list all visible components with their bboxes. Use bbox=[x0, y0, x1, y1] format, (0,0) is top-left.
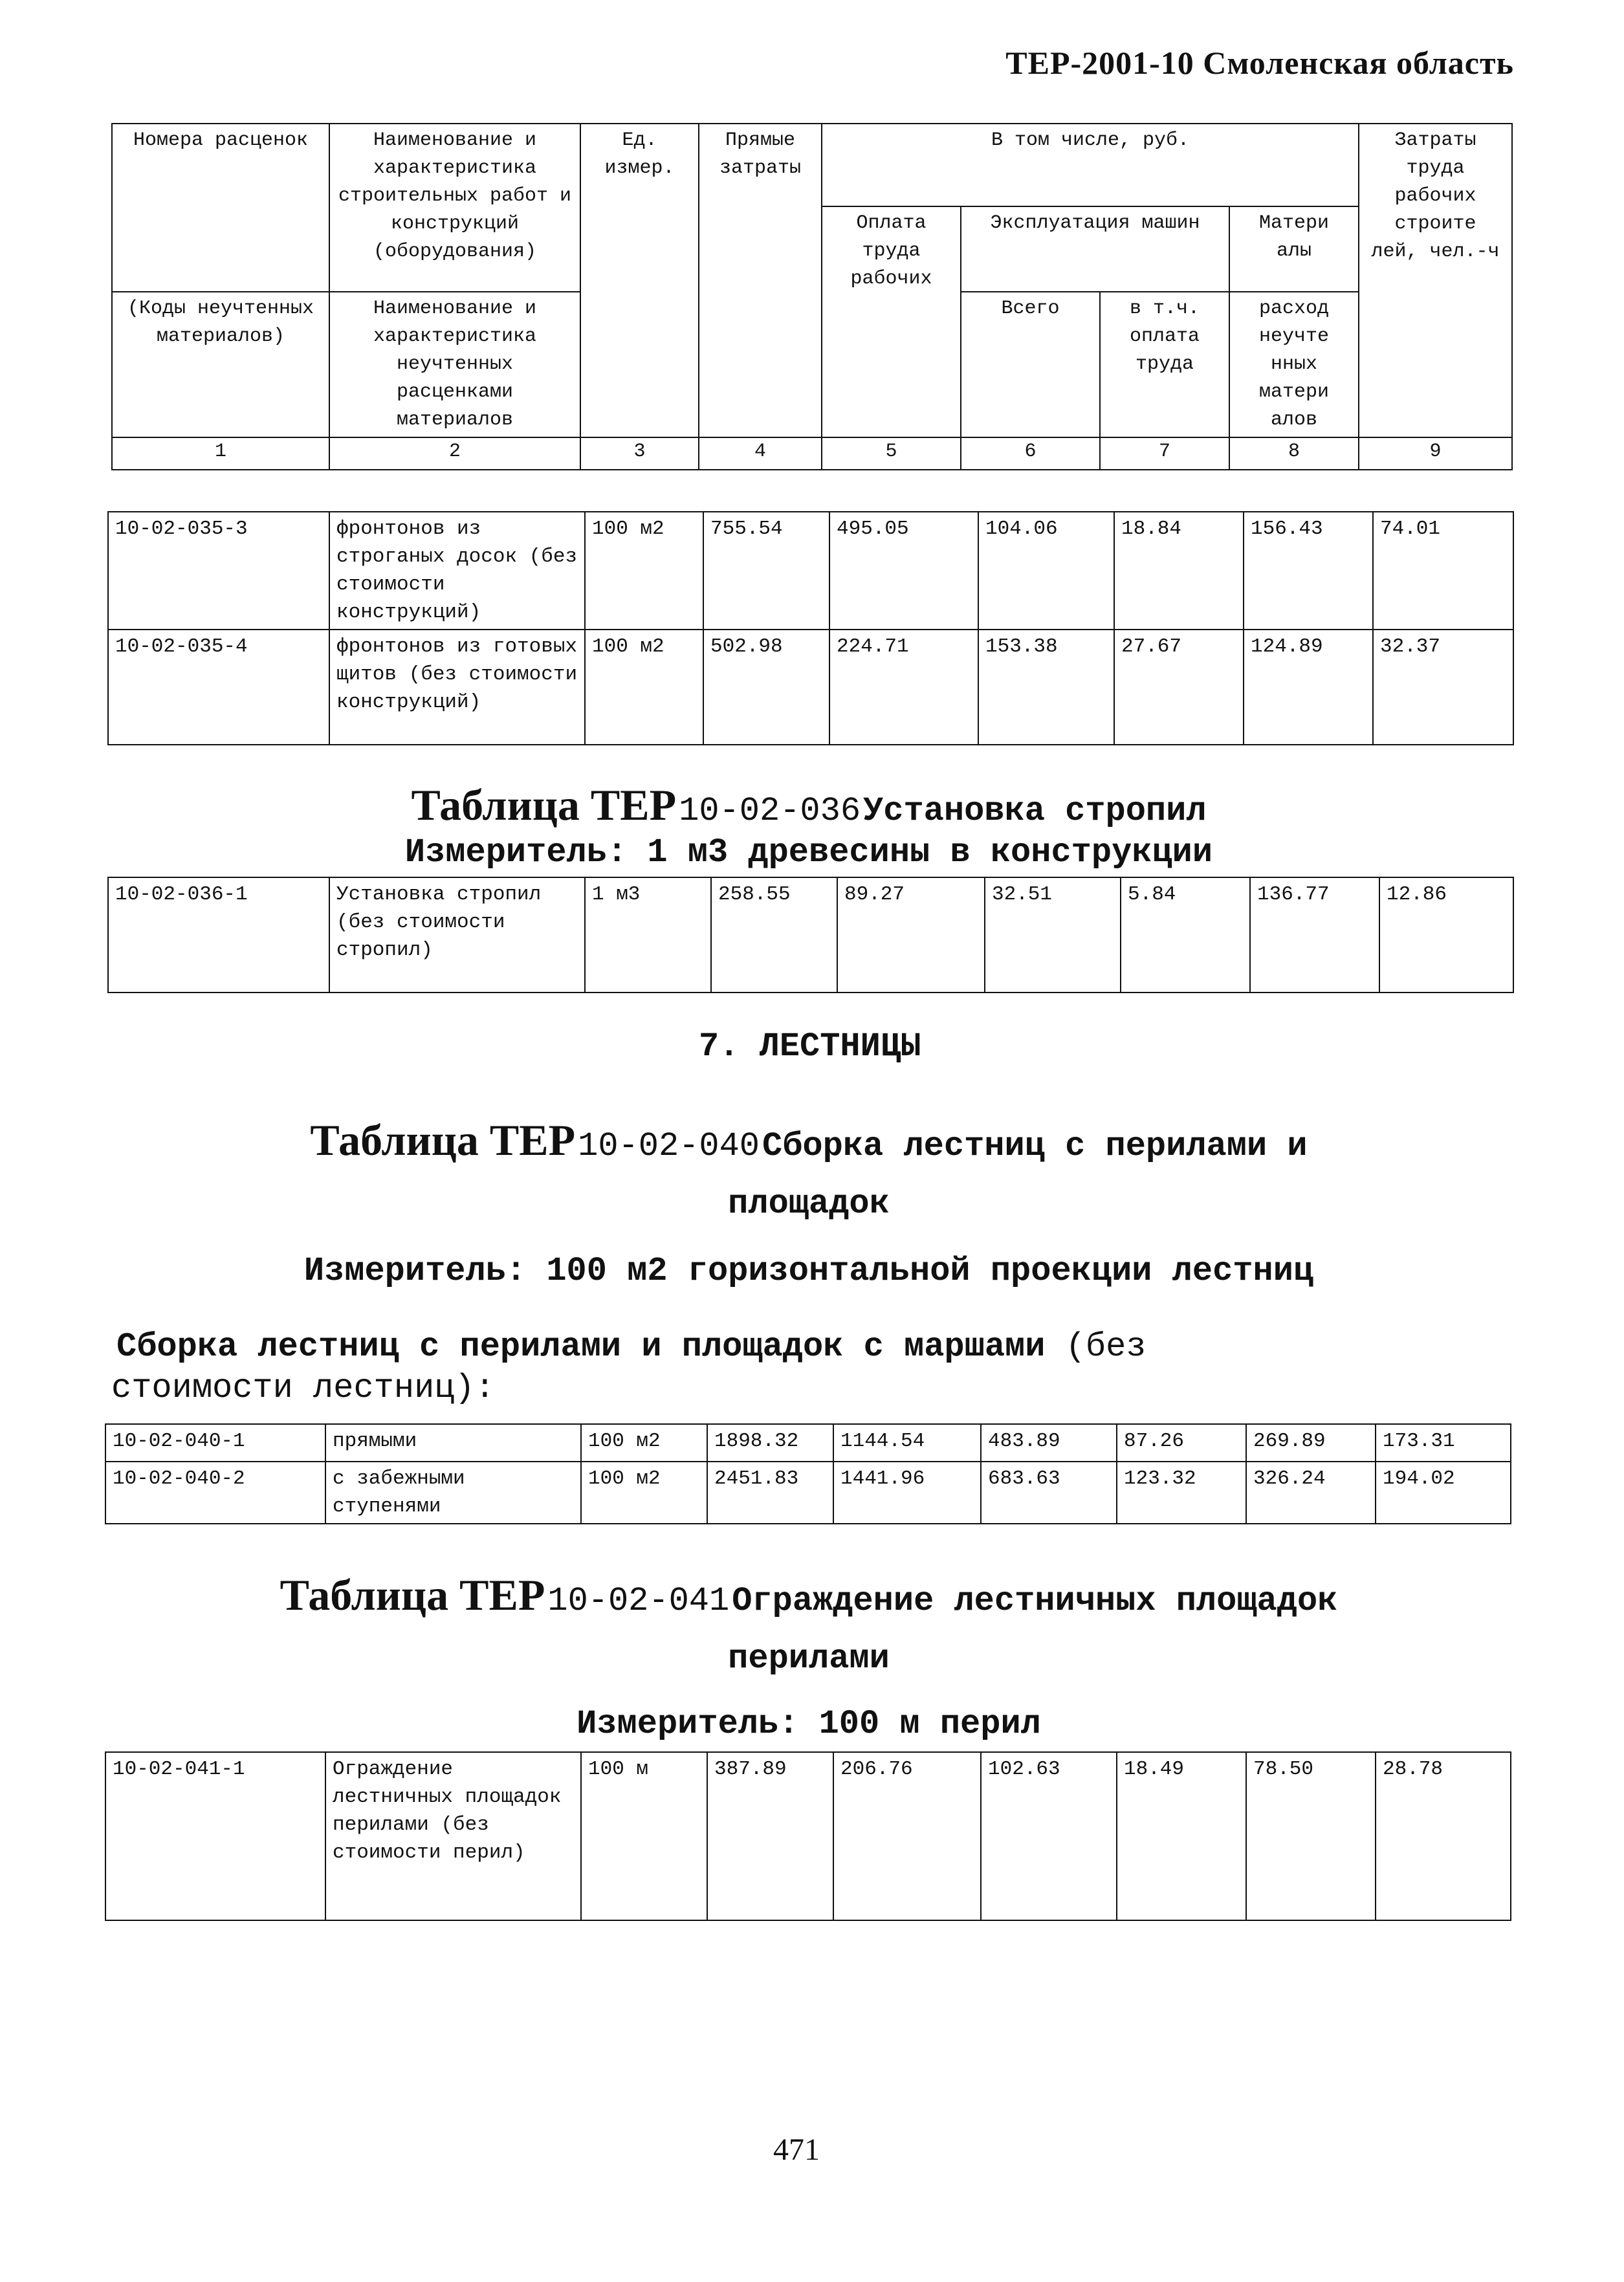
labor-pay: 224.71 bbox=[829, 630, 978, 745]
machines-pay: 5.84 bbox=[1121, 877, 1250, 993]
table-040 bbox=[105, 1423, 1511, 1524]
table-040-measure: Измеритель: 100 м2 горизонтальной проекции лестниц bbox=[303, 1252, 1314, 1290]
materials: 124.89 bbox=[1244, 630, 1373, 745]
table-row bbox=[108, 877, 1513, 993]
col-materials-header: Матери алы bbox=[1229, 206, 1359, 292]
col-machines-pay-header: в т.ч. оплата труда bbox=[1100, 292, 1229, 437]
table-041 bbox=[105, 1751, 1511, 1921]
materials: 78.50 bbox=[1246, 1752, 1376, 1920]
direct-cost: 387.89 bbox=[707, 1752, 833, 1920]
unit: 100 м2 bbox=[585, 630, 703, 745]
table-name: Установка стропил bbox=[863, 792, 1207, 830]
labor-pay: 1144.54 bbox=[833, 1424, 981, 1462]
machines-pay: 87.26 bbox=[1117, 1424, 1246, 1462]
col-direct-header: Прямые затраты bbox=[699, 124, 822, 437]
rate-code: 10-02-035-4 bbox=[108, 630, 329, 745]
table-036-measure: Измеритель: 1 м3 древесины в конструкции bbox=[404, 833, 1213, 872]
table-name: Сборка лестниц с перилами и bbox=[762, 1127, 1308, 1165]
col-number: 2 bbox=[329, 437, 580, 470]
labor-hours: 173.31 bbox=[1376, 1424, 1511, 1462]
machines-pay: 18.49 bbox=[1117, 1752, 1246, 1920]
col-pay-header: Оплата труда рабочих bbox=[822, 206, 961, 437]
subheading-plain: (без bbox=[1065, 1328, 1147, 1366]
machines-pay: 27.67 bbox=[1114, 630, 1244, 745]
direct-cost: 755.54 bbox=[703, 512, 829, 630]
rate-code: 10-02-041-1 bbox=[105, 1752, 325, 1920]
table-036-title bbox=[194, 780, 1423, 831]
col-unaccounted-name-header: Наименование и характеристика неучтенных расценками материалов bbox=[329, 292, 580, 437]
work-name: Ограждение лестничных площадок перилами (без стоимости перил) bbox=[325, 1752, 581, 1920]
col-number: 9 bbox=[1359, 437, 1512, 470]
work-name: Установка стропил (без стоимости стропил) bbox=[329, 877, 585, 993]
labor-pay: 89.27 bbox=[837, 877, 985, 993]
subheading-bold: Сборка лестниц с перилами и площадок с маршами bbox=[116, 1328, 1046, 1366]
col-number: 5 bbox=[822, 437, 961, 470]
materials: 136.77 bbox=[1250, 877, 1379, 993]
col-group-header: В том числе, руб. bbox=[822, 124, 1359, 206]
table-word: Таблица ТЕР bbox=[411, 780, 677, 829]
table-word: Таблица ТЕР bbox=[310, 1115, 576, 1165]
unit: 100 м2 bbox=[585, 512, 703, 630]
table-row bbox=[105, 1462, 1511, 1524]
col-machines-header: Эксплуатация машин bbox=[961, 206, 1229, 292]
page-header: ТЕР-2001-10 Смоленская область bbox=[1005, 45, 1514, 81]
labor-hours: 74.01 bbox=[1373, 512, 1513, 630]
direct-cost: 2451.83 bbox=[707, 1462, 833, 1524]
col-number: 7 bbox=[1100, 437, 1229, 470]
col-number: 6 bbox=[961, 437, 1100, 470]
materials: 326.24 bbox=[1246, 1462, 1376, 1524]
labor-hours: 194.02 bbox=[1376, 1462, 1511, 1524]
page-number: 471 bbox=[773, 2133, 820, 2167]
table-036 bbox=[107, 877, 1514, 993]
machines-total: 104.06 bbox=[978, 512, 1114, 630]
table-035 bbox=[107, 511, 1514, 745]
direct-cost: 1898.32 bbox=[707, 1424, 833, 1462]
labor-hours: 12.86 bbox=[1379, 877, 1513, 993]
table-word: Таблица ТЕР bbox=[280, 1570, 545, 1619]
table-041-measure: Измеритель: 100 м перил bbox=[576, 1705, 1041, 1743]
col-labor-header: Затраты труда рабочих строите лей, чел.-ч bbox=[1359, 124, 1512, 437]
labor-pay: 1441.96 bbox=[833, 1462, 981, 1524]
col-number: 1 bbox=[112, 437, 329, 470]
col-name-header: Наименование и характеристика строительных работ и конструкций (оборудования) bbox=[329, 124, 580, 292]
table-row bbox=[105, 1752, 1511, 1920]
machines-total: 153.38 bbox=[978, 630, 1114, 745]
machines-pay: 18.84 bbox=[1114, 512, 1244, 630]
table-041-title bbox=[194, 1569, 1423, 1691]
column-header-table bbox=[111, 123, 1513, 470]
labor-pay: 495.05 bbox=[829, 512, 978, 630]
subheading-plain-cont: стоимости лестниц): bbox=[111, 1369, 495, 1407]
work-name: с забежными ступенями bbox=[325, 1462, 581, 1524]
rate-code: 10-02-036-1 bbox=[108, 877, 329, 993]
table-row bbox=[108, 630, 1513, 745]
machines-total: 483.89 bbox=[981, 1424, 1117, 1462]
work-name: фронтонов из готовых щитов (без стоимости конструкций) bbox=[329, 630, 585, 745]
col-unaccounted-codes-header: (Коды неучтенных материалов) bbox=[112, 292, 329, 437]
labor-hours: 32.37 bbox=[1373, 630, 1513, 745]
col-unit-header: Ед. измер. bbox=[580, 124, 699, 437]
direct-cost: 258.55 bbox=[711, 877, 837, 993]
table-code: 10-02-040 bbox=[578, 1127, 760, 1165]
table-name-cont: площадок bbox=[728, 1185, 890, 1223]
machines-total: 683.63 bbox=[981, 1462, 1117, 1524]
labor-hours: 28.78 bbox=[1376, 1752, 1511, 1920]
rate-code: 10-02-040-1 bbox=[105, 1424, 325, 1462]
work-name: фронтонов из строганых досок (без стоимости конструкций) bbox=[329, 512, 585, 630]
col-codes-header: Номера расценок bbox=[112, 124, 329, 292]
table-040-subheading bbox=[111, 1326, 1147, 1409]
col-number: 3 bbox=[580, 437, 699, 470]
machines-total: 102.63 bbox=[981, 1752, 1117, 1920]
table-040-title bbox=[194, 1114, 1423, 1236]
col-number: 8 bbox=[1229, 437, 1359, 470]
rate-code: 10-02-035-3 bbox=[108, 512, 329, 630]
unit: 100 м2 bbox=[581, 1424, 707, 1462]
work-name: прямыми bbox=[325, 1424, 581, 1462]
table-row bbox=[105, 1424, 1511, 1462]
section-heading: 7. ЛЕСТНИЦЫ bbox=[699, 1027, 921, 1066]
unit: 1 м3 bbox=[585, 877, 711, 993]
unit: 100 м2 bbox=[581, 1462, 707, 1524]
table-name: Ограждение лестничных площадок bbox=[732, 1582, 1338, 1620]
unit: 100 м bbox=[581, 1752, 707, 1920]
table-row bbox=[108, 512, 1513, 630]
col-number: 4 bbox=[699, 437, 822, 470]
labor-pay: 206.76 bbox=[833, 1752, 981, 1920]
direct-cost: 502.98 bbox=[703, 630, 829, 745]
rate-code: 10-02-040-2 bbox=[105, 1462, 325, 1524]
machines-pay: 123.32 bbox=[1117, 1462, 1246, 1524]
machines-total: 32.51 bbox=[985, 877, 1121, 993]
col-materials-note-header: расход неучте нных матери алов bbox=[1229, 292, 1359, 437]
materials: 269.89 bbox=[1246, 1424, 1376, 1462]
table-code: 10-02-036 bbox=[679, 792, 861, 830]
materials: 156.43 bbox=[1244, 512, 1373, 630]
table-code: 10-02-041 bbox=[547, 1582, 730, 1620]
table-name-cont: перилами bbox=[728, 1640, 890, 1678]
col-machines-total-header: Всего bbox=[961, 292, 1100, 437]
